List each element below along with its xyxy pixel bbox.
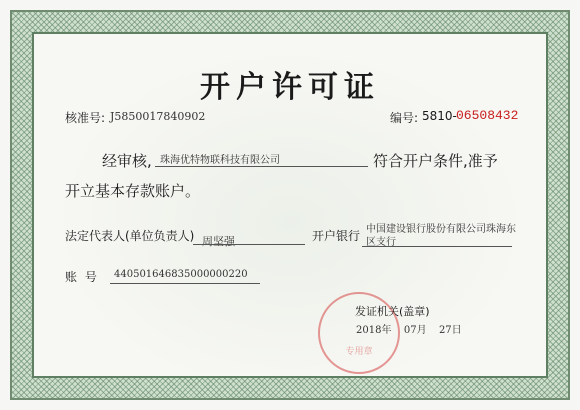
legal-rep-value: 周坚强 [202,235,235,248]
issue-day: 27 [438,325,452,336]
account-label: 账 号 [65,270,99,284]
account-value: 440501646835000000220 [114,269,248,280]
day-unit: 日 [451,325,462,336]
bank-line2: 区支行 [366,237,396,248]
issue-date [356,321,462,336]
company-name: 珠海优特物联科技有限公司 [160,155,280,166]
legal-rep-underline [193,244,305,245]
bank-line1: 中国建设银行股份有限公司珠海东 [366,224,516,235]
issuer-label: 发证机关(盖章) [355,305,430,318]
account-underline [110,283,260,284]
serial-no-value: 06508432 [456,108,519,123]
month-unit: 月 [416,325,427,336]
approval-tail: 符合开户条件,准予 [373,152,498,170]
serial-no-prefix: 5810- [422,109,457,123]
approval-lead: 经审核, [102,152,152,170]
issue-year: 2018 [356,325,382,336]
approval-no-label: 核准号: [65,111,106,125]
issue-month: 07 [403,325,417,336]
seal-text: 专用章 [345,347,373,357]
serial-no-label: 编号: [390,111,419,125]
approval-no-value: J5850017840902 [110,110,206,123]
approval-line2: 开立基本存款账户。 [65,182,201,200]
certificate-title: 开户许可证 [200,70,380,105]
bank-underline [362,246,512,247]
bank-label: 开户银行 [312,229,361,243]
company-underline [155,166,368,167]
legal-rep-label: 法定代表人(单位负责人) [65,229,195,243]
year-unit: 年 [381,325,392,336]
